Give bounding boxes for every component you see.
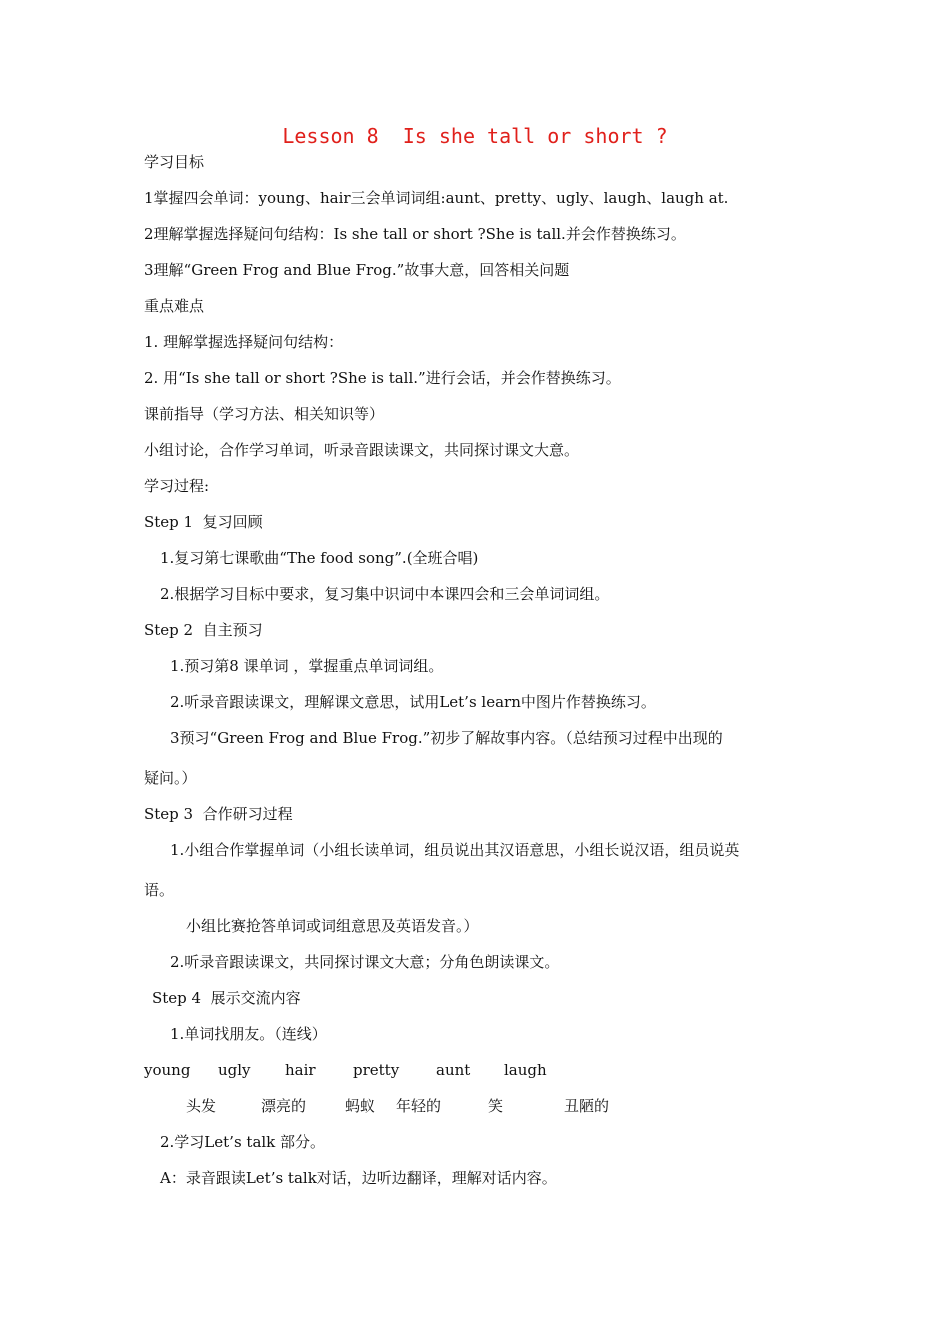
match-meaning: 丑陋的 (564, 1097, 610, 1115)
match-word: young (144, 1061, 191, 1079)
match-meaning: 头发 (186, 1097, 217, 1115)
section-heading-guidance: 课前指导（学习方法、相关知识等） (144, 405, 385, 423)
goal-2: 2理解掌握选择疑问句结构：Is she tall or short ?She is tall.并会作替换练习。 (144, 225, 686, 243)
step-2-item-3: 3预习“Green Frog and Blue Frog.”初步了解故事内容。（总结预习过程中出现的 (170, 729, 723, 747)
step-3-heading: Step 3 合作研习过程 (144, 805, 293, 823)
match-word: hair (285, 1061, 316, 1079)
match-word: ugly (218, 1061, 251, 1079)
match-meaning: 笑 (488, 1097, 504, 1115)
step-4-item-2: 2.学习Let’s talk 部分。 (160, 1133, 326, 1151)
step-1-item-1: 1.复习第七课歌曲“The food song”.(全班合唱) (160, 549, 479, 567)
step-4-heading: Step 4 展示交流内容 (152, 989, 301, 1007)
step-1-item-2: 2.根据学习目标中要求，复习集中识词中本课四会和三会单词词组。 (160, 585, 610, 603)
match-word: aunt (436, 1061, 471, 1079)
match-word: laugh (504, 1061, 547, 1079)
step-3-item-2: 2.听录音跟读课文，共同探讨课文大意；分角色朗读课文。 (170, 953, 560, 971)
step-2-item-3-cont: 疑问。） (144, 769, 197, 787)
goal-3: 3理解“Green Frog and Blue Frog.”故事大意，回答相关问题 (144, 261, 570, 279)
key-point-2: 2. 用“Is she tall or short ?She is tall.”进行会话，并会作替换练习。 (144, 369, 621, 387)
section-heading-goals: 学习目标 (144, 153, 205, 171)
match-meaning: 年轻的 (396, 1097, 442, 1115)
match-word: pretty (353, 1061, 400, 1079)
section-heading-process: 学习过程: (144, 477, 210, 495)
lesson-title: Lesson 8 Is she tall or short ? (282, 124, 668, 148)
step-1-heading: Step 1 复习回顾 (144, 513, 263, 531)
step-3-item-1-note: 小组比赛抢答单词或词组意思及英语发音。） (186, 917, 479, 935)
step-3-item-1-cont: 语。 (144, 881, 175, 899)
match-meaning: 漂亮的 (261, 1097, 307, 1115)
section-heading-key-points: 重点难点 (144, 297, 205, 315)
goal-1: 1掌握四会单词：young、hair三会单词词组:aunt、pretty、ugly、laugh、laugh at. (144, 189, 729, 207)
step-3-item-1: 1.小组合作掌握单词（小组长读单词，组员说出其汉语意思，小组长说汉语，组员说英 (170, 841, 740, 859)
match-meaning: 蚂蚁 (345, 1097, 376, 1115)
guidance-text: 小组讨论，合作学习单词，听录音跟读课文，共同探讨课文大意。 (144, 441, 580, 459)
step-2-item-2: 2.听录音跟读课文，理解课文意思，试用Let’s learn中图片作替换练习。 (170, 693, 656, 711)
step-2-heading: Step 2 自主预习 (144, 621, 263, 639)
step-2-item-1: 1.预习第8 课单词 ，掌握重点单词词组。 (170, 657, 444, 675)
step-4-item-1: 1.单词找朋友。（连线） (170, 1025, 327, 1043)
key-point-1: 1. 理解掌握选择疑问句结构： (144, 333, 344, 351)
step-4-item-2-a: A：录音跟读Let’s talk对话，边听边翻译，理解对话内容。 (160, 1169, 557, 1187)
